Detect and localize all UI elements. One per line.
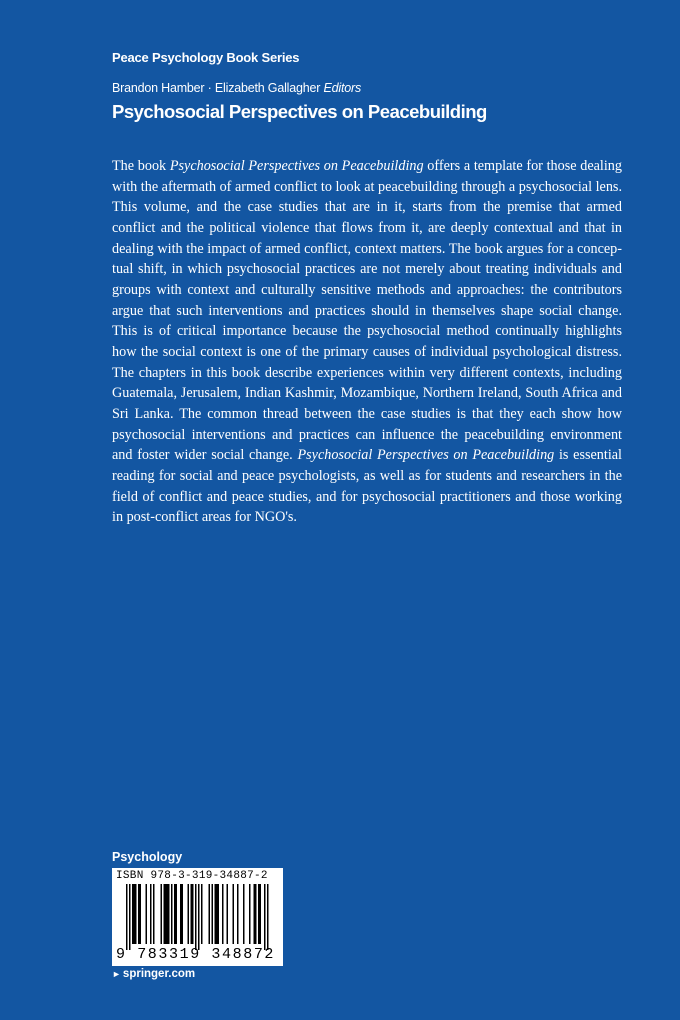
- barcode-bar: [129, 884, 131, 950]
- barcode-bar: [150, 884, 152, 944]
- barcode-bar: [227, 884, 229, 944]
- barcode-bar: [176, 884, 178, 944]
- barcode-bar: [192, 884, 194, 944]
- arrow-right-icon: ►: [112, 969, 121, 979]
- barcode-bar: [254, 884, 256, 944]
- blurb-title-ref-1: Psychosocial Perspectives on Peacebuilding: [169, 158, 424, 174]
- barcode-bar: [174, 884, 176, 944]
- book-title: Psychosocial Perspectives on Peacebuilding: [112, 101, 487, 122]
- barcode-bar: [237, 884, 239, 944]
- barcode-bar: [165, 884, 167, 944]
- barcode-bar: [138, 884, 140, 944]
- barcode-bar: [132, 884, 134, 944]
- editor-names: Brandon Hamber · Elizabeth Gallagher: [112, 81, 321, 95]
- ean-number: 9 783319 348872: [116, 946, 276, 963]
- book-blurb: [112, 156, 622, 528]
- barcode-bar: [201, 884, 203, 944]
- barcode-bar: [209, 884, 211, 944]
- barcode-bar: [134, 884, 136, 944]
- blurb-part-3: is essential reading for social and peace psychologists, as well as for students and researchers in the field of conflict and peace studies, and for psychosocial practitioners and those working in post-conflict areas for NGO's.: [112, 447, 622, 526]
- barcode-bar: [171, 884, 173, 944]
- barcode-bar: [222, 884, 224, 944]
- barcode-bar: [146, 884, 148, 944]
- barcode-bar: [180, 884, 182, 944]
- editors-line: [112, 81, 361, 95]
- editors-role: Editors: [323, 81, 361, 95]
- barcode-bar: [212, 884, 214, 944]
- barcode-bar: [260, 884, 262, 944]
- barcode-bar: [264, 884, 266, 950]
- barcode-bar: [167, 884, 169, 944]
- barcode-bar: [126, 884, 128, 950]
- barcode-bar: [191, 884, 193, 944]
- series-title: Peace Psychology Book Series: [112, 50, 300, 65]
- barcode-bar: [218, 884, 220, 944]
- blurb-part-1: The book: [112, 158, 170, 174]
- blurb-part-2: offers a template for those dealing with the aftermath of armed conflict to look at peacebuilding through a psychosocial lens. This volume, and the case studies that are in it, starts from the premise that armed conflict and the political violence that flows from it, are deeply contextual and that in dealing with the impact of armed conflict, context matters. The book argues for a conceptual shift, in which psychosocial practices are not merely about treating individuals and groups with context and culturally sensitive methods and approaches: the contributors argue that such interventions and practices should in themselves shape social change. This is of critical importance because the psychosocial method continually highlights how the social context is one of the primary causes of individual psychological distress. The chapters in this book describe experiences within very different contexts, including Guatemala, Jerusalem, Indian Kashmir, Mozambique, Northern Ireland, South Africa and Sri Lanka. The common thread between the case studies is that they each show how psychosocial interventions and practices can influence the peacebuilding environment and foster wider social change.: [112, 158, 622, 464]
- barcode-bar: [267, 884, 269, 950]
- barcode-bar: [243, 884, 245, 944]
- springer-website-link[interactable]: [112, 968, 195, 980]
- barcode-bar: [216, 884, 218, 944]
- barcode-bar: [182, 884, 184, 944]
- barcode-bar: [188, 884, 190, 944]
- barcode-bar: [255, 884, 257, 944]
- barcode-bar: [140, 884, 142, 944]
- barcode-bar: [249, 884, 251, 944]
- barcode-icon: [112, 884, 283, 950]
- barcode-bar: [258, 884, 260, 944]
- isbn-label: ISBN 978-3-319-34887-2: [116, 870, 268, 882]
- springer-website-text: springer.com: [122, 968, 196, 980]
- subject-category: Psychology: [112, 850, 183, 864]
- barcode-bar: [164, 884, 166, 944]
- barcode-bar: [215, 884, 217, 944]
- blurb-title-ref-2: Psychosocial Perspectives on Peacebuilding: [297, 447, 555, 464]
- barcode-bar: [198, 884, 200, 950]
- barcode-bar: [153, 884, 155, 944]
- barcode-bar: [195, 884, 197, 950]
- barcode-bar: [161, 884, 163, 944]
- barcode-bar: [233, 884, 235, 944]
- barcode-bar: [135, 884, 137, 944]
- barcode-bar: [168, 884, 170, 944]
- isbn-barcode: [112, 868, 283, 966]
